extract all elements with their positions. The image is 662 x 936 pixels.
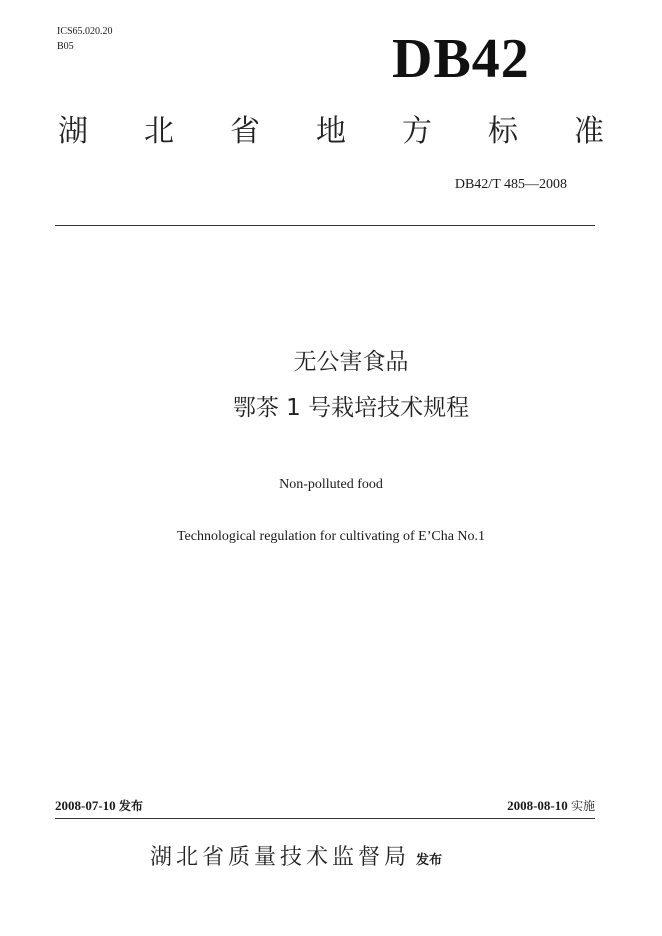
standard-type-char: 北 bbox=[144, 114, 174, 149]
implement-date: 2008-08-10 bbox=[507, 798, 568, 813]
standard-type-title bbox=[58, 112, 604, 152]
title-zh-line2: 鄂茶 1 号栽培技术规程 bbox=[232, 395, 470, 421]
issue-label: 发布 bbox=[118, 799, 143, 813]
date-row bbox=[55, 797, 595, 814]
issuer-action: 发布 bbox=[416, 853, 443, 868]
standard-type-char: 标 bbox=[488, 114, 518, 149]
db42-logo: DB42 bbox=[392, 28, 530, 90]
title-en-line1: Non-polluted food bbox=[279, 477, 383, 492]
title-zh-line1: 无公害食品 bbox=[293, 349, 409, 375]
class-code: B05 bbox=[57, 41, 74, 52]
issue-date: 2008-07-10 bbox=[55, 798, 116, 813]
standard-type-char: 方 bbox=[402, 114, 432, 149]
header-divider bbox=[55, 225, 595, 226]
ics-code: ICS65.020.20 bbox=[57, 26, 113, 37]
standard-number: DB42/T 485—2008 bbox=[454, 177, 567, 192]
standard-type-char: 省 bbox=[230, 114, 260, 149]
title-en-line2: Technological regulation for cultivating of E’Cha No.1 bbox=[176, 529, 486, 544]
classification-codes bbox=[57, 24, 113, 54]
standard-type-char: 准 bbox=[574, 114, 604, 149]
implement-date-block bbox=[507, 797, 595, 814]
footer-divider bbox=[55, 818, 595, 819]
issuer-name: 湖北省质量技术监督局 bbox=[150, 845, 411, 870]
standard-type-char: 湖 bbox=[58, 114, 88, 149]
implement-label: 实施 bbox=[570, 799, 595, 813]
standard-type-char: 地 bbox=[316, 114, 346, 149]
issue-date-block bbox=[55, 797, 143, 814]
publisher bbox=[150, 840, 442, 871]
